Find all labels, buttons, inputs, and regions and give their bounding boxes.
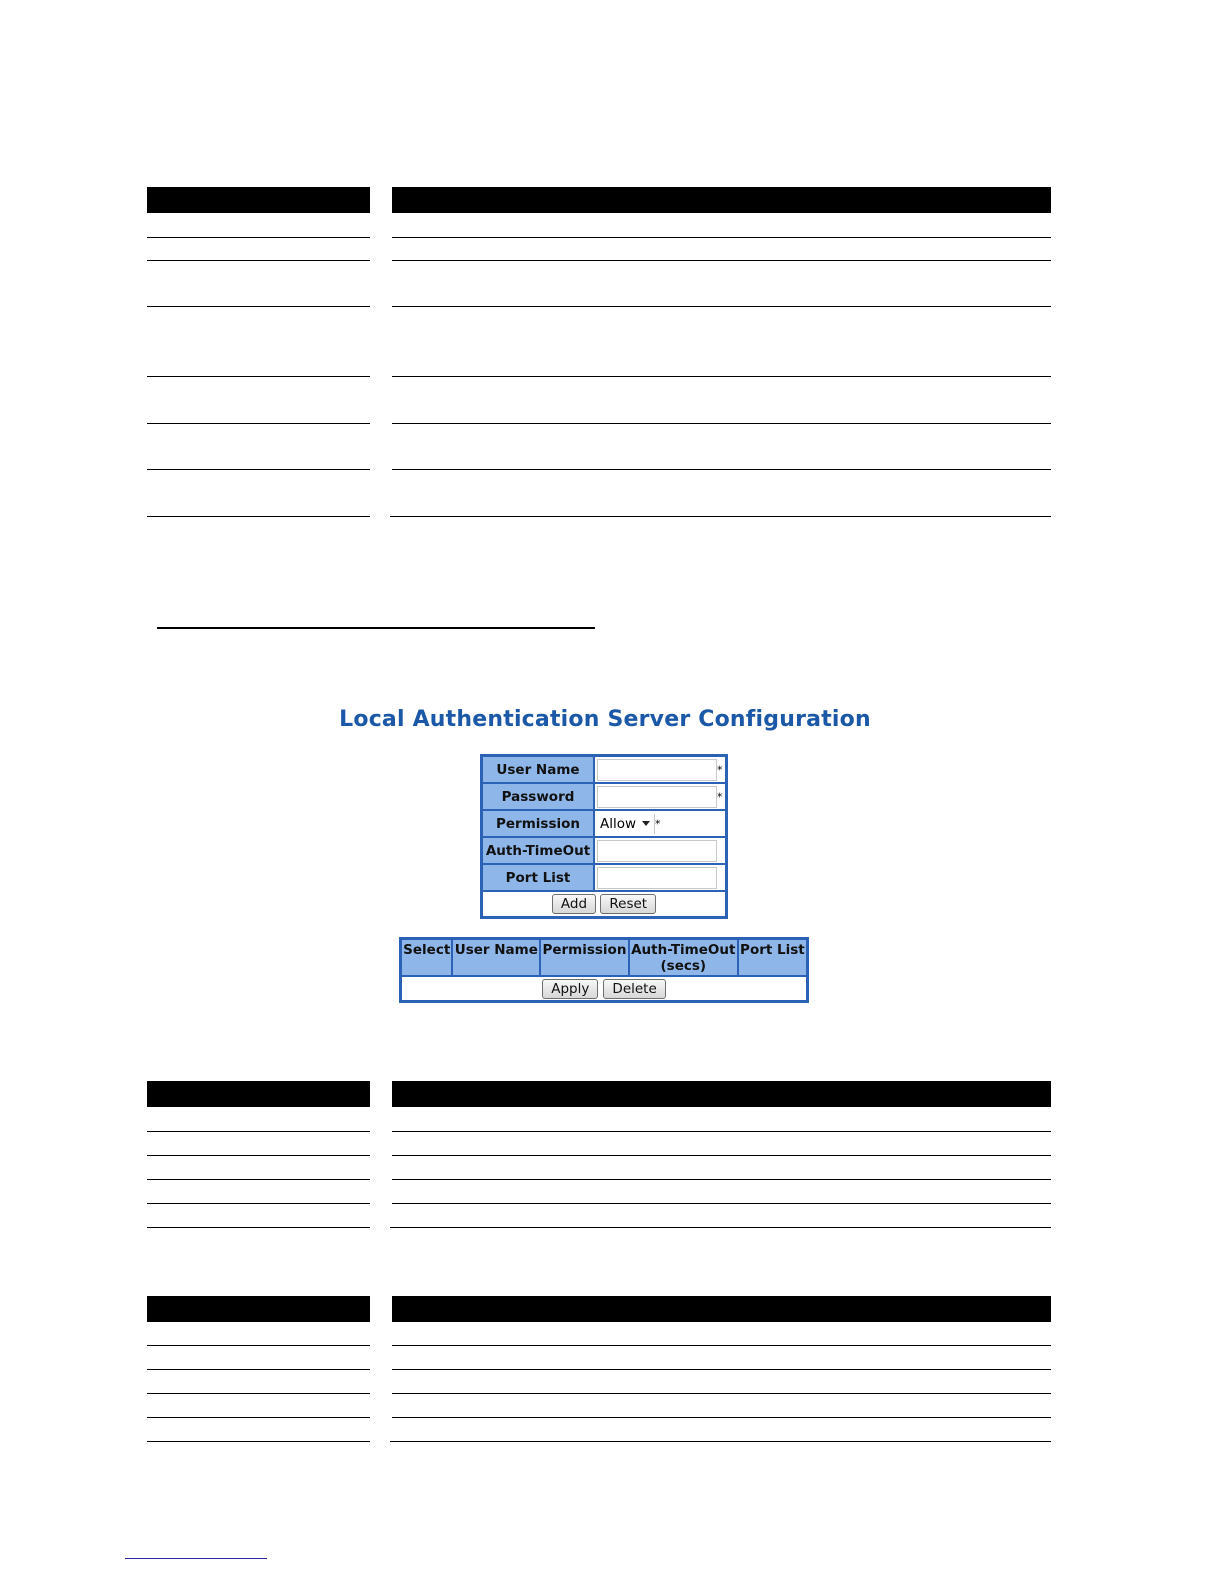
row-rule bbox=[392, 237, 1051, 238]
row-rule bbox=[392, 1155, 1051, 1156]
auth-timeout-label: Auth-TimeOut bbox=[482, 837, 594, 864]
delete-button[interactable]: Delete bbox=[603, 979, 665, 999]
row-rule bbox=[147, 1369, 370, 1370]
row-rule bbox=[392, 1345, 1051, 1346]
row-rule bbox=[147, 1417, 370, 1418]
row-rule bbox=[392, 376, 1051, 377]
row-rule bbox=[147, 1441, 370, 1442]
row-rule bbox=[147, 260, 370, 261]
column-header-permission: Permission bbox=[540, 939, 629, 976]
permission-cell bbox=[594, 810, 726, 837]
row-rule bbox=[392, 1417, 1051, 1418]
row-rule bbox=[392, 1369, 1051, 1370]
password-input[interactable] bbox=[597, 786, 717, 808]
section-heading-rule bbox=[157, 627, 595, 629]
password-label: Password bbox=[482, 783, 594, 810]
table-header-cell bbox=[392, 187, 1051, 213]
row-rule bbox=[147, 1179, 370, 1180]
row-rule bbox=[147, 1227, 370, 1228]
table-header-cell bbox=[392, 1296, 1051, 1322]
row-rule bbox=[147, 237, 370, 238]
reset-button[interactable]: Reset bbox=[600, 894, 656, 914]
required-mark: * bbox=[717, 763, 723, 776]
row-rule bbox=[392, 306, 1051, 307]
row-rule bbox=[147, 516, 370, 517]
column-header-auth-timeout bbox=[629, 939, 738, 976]
table-header-cell bbox=[392, 1081, 1051, 1107]
row-rule bbox=[392, 469, 1051, 470]
row-rule bbox=[392, 1179, 1051, 1180]
add-button[interactable]: Add bbox=[552, 894, 596, 914]
table-header-cell bbox=[147, 1296, 370, 1322]
list-actions bbox=[401, 976, 807, 1001]
column-header-port-list: Port List bbox=[738, 939, 807, 976]
table-header-cell bbox=[147, 187, 370, 213]
row-rule bbox=[147, 1393, 370, 1394]
required-mark: * bbox=[655, 817, 661, 830]
footer-rule bbox=[125, 1558, 267, 1559]
page-title: Local Authentication Server Configuration bbox=[339, 707, 871, 732]
config-form bbox=[480, 754, 728, 919]
row-rule bbox=[147, 1203, 370, 1204]
user-name-input[interactable] bbox=[597, 759, 717, 781]
row-rule bbox=[147, 1155, 370, 1156]
auth-timeout-input[interactable] bbox=[597, 840, 717, 862]
row-rule bbox=[392, 260, 1051, 261]
auth-timeout-header-unit: (secs) bbox=[660, 958, 707, 974]
auth-timeout-cell bbox=[594, 837, 726, 864]
form-actions bbox=[482, 891, 726, 917]
row-rule bbox=[392, 1393, 1051, 1394]
row-rule bbox=[392, 1203, 1051, 1204]
row-rule bbox=[392, 1131, 1051, 1132]
chevron-down-icon bbox=[642, 821, 650, 826]
auth-timeout-header-label: Auth-TimeOut bbox=[631, 942, 736, 958]
row-rule bbox=[147, 376, 370, 377]
permission-select-value: Allow bbox=[600, 815, 637, 832]
column-header-user-name: User Name bbox=[452, 939, 540, 976]
table-header-cell bbox=[147, 1081, 370, 1107]
column-header-select: Select bbox=[401, 939, 452, 976]
user-name-label: User Name bbox=[482, 756, 594, 783]
row-rule bbox=[390, 1227, 1051, 1228]
port-list-cell bbox=[594, 864, 726, 891]
row-rule bbox=[390, 516, 1051, 517]
row-rule bbox=[147, 1345, 370, 1346]
row-rule bbox=[147, 1131, 370, 1132]
row-rule bbox=[147, 306, 370, 307]
password-cell bbox=[594, 783, 726, 810]
user-name-cell bbox=[594, 756, 726, 783]
apply-button[interactable]: Apply bbox=[542, 979, 598, 999]
user-list-table bbox=[399, 937, 809, 1003]
row-rule bbox=[390, 1441, 1051, 1442]
row-rule bbox=[392, 423, 1051, 424]
row-rule bbox=[147, 469, 370, 470]
permission-select[interactable] bbox=[600, 814, 655, 834]
port-list-input[interactable] bbox=[597, 867, 717, 889]
permission-label: Permission bbox=[482, 810, 594, 837]
required-mark: * bbox=[717, 790, 723, 803]
port-list-label: Port List bbox=[482, 864, 594, 891]
row-rule bbox=[147, 423, 370, 424]
